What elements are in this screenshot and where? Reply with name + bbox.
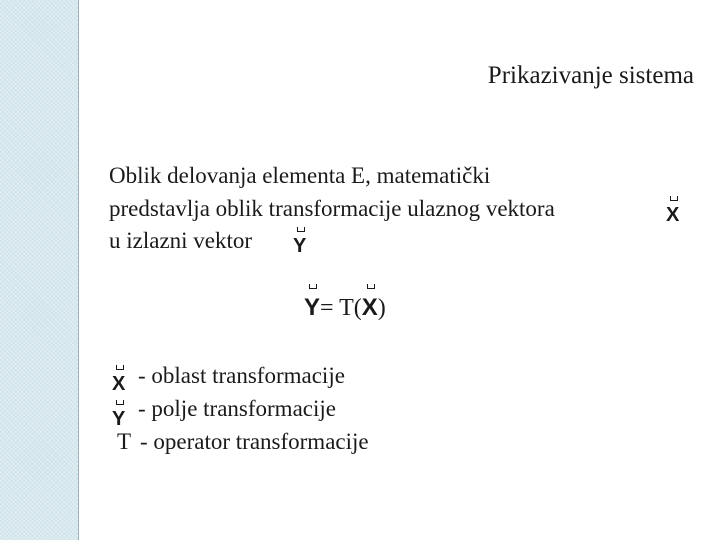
- equation-lhs-letter: Y: [304, 294, 321, 321]
- vector-mark-icon: [297, 227, 305, 232]
- definition-symbol-x: [112, 374, 125, 394]
- decorative-side-band: [0, 0, 78, 540]
- definition-text-x: - oblast transformacije: [138, 363, 345, 388]
- paragraph-line-1: Oblik delovanja elementa E, matematički: [109, 163, 491, 188]
- paragraph-line-3: u izlazni vektor: [109, 228, 253, 253]
- equation-argument-letter: X: [361, 294, 378, 321]
- equation-close-paren: ): [377, 295, 386, 321]
- input-vector-letter: X: [666, 204, 680, 226]
- definition-text-y: - polje transformacije: [138, 396, 336, 421]
- definition-symbol-letter: X: [112, 373, 126, 395]
- definition-symbol-letter: Y: [112, 408, 126, 430]
- definition-text-t: - operator transformacije: [140, 429, 369, 454]
- transformation-equation: [304, 296, 386, 320]
- vector-mark-icon: [116, 400, 124, 405]
- equation-argument-vector: [362, 296, 378, 320]
- equation-lhs-vector: [304, 296, 320, 320]
- vector-mark-icon: [309, 284, 317, 289]
- vector-mark-icon: [367, 284, 375, 289]
- definition-symbol-y: [112, 409, 125, 429]
- output-vector-letter: Y: [293, 235, 307, 257]
- paragraph-line-2: predstavlja oblik transformacije ulaznog vektora: [109, 196, 555, 221]
- side-band-divider: [78, 0, 79, 540]
- equation-operator: = T(: [320, 295, 362, 321]
- definition-symbol-t: T: [117, 429, 132, 454]
- output-vector-symbol: [293, 236, 306, 256]
- slide-title: Prikazivanje sistema: [487, 62, 694, 89]
- vector-mark-icon: [670, 196, 678, 201]
- input-vector-symbol: [666, 205, 679, 225]
- vector-mark-icon: [116, 365, 124, 370]
